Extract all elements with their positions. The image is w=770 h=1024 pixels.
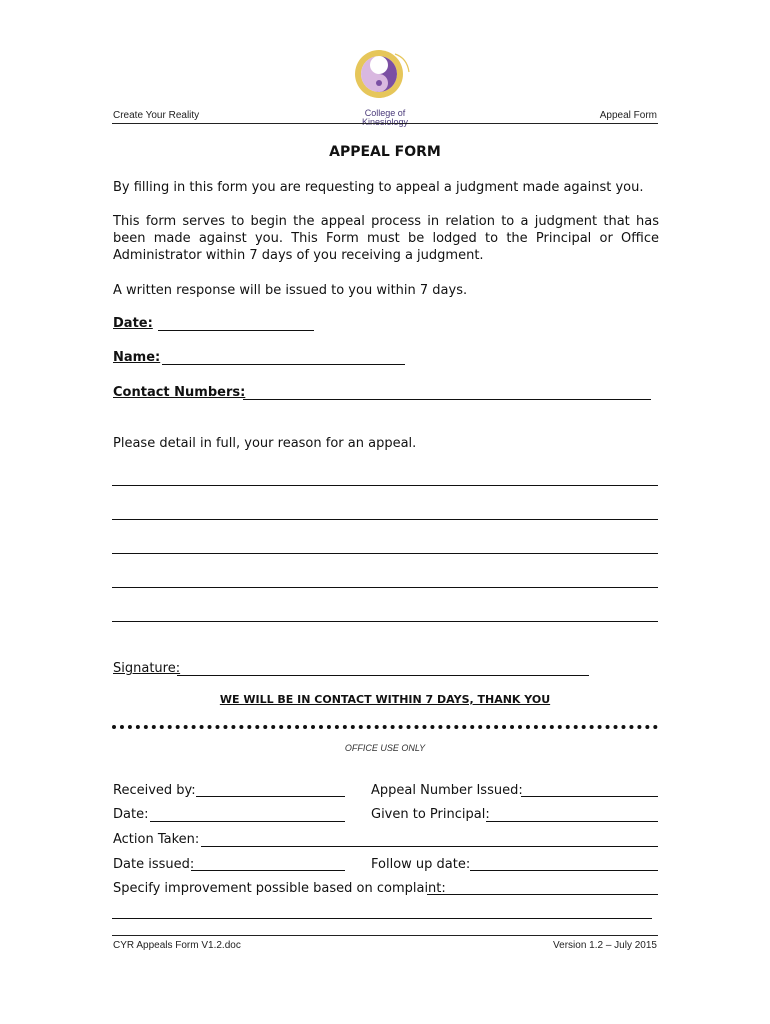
- header-left-text: Create Your Reality: [113, 110, 200, 121]
- appeal-number-label: Appeal Number Issued:: [371, 783, 523, 798]
- logo-line-2: Kinesiology: [361, 117, 409, 127]
- college-logo: [345, 44, 425, 127]
- reason-prompt: Please detail in full, your reason for an appeal.: [113, 436, 417, 451]
- contact-numbers-field[interactable]: [243, 399, 651, 400]
- reason-line[interactable]: [112, 519, 658, 520]
- contact-notice: WE WILL BE IN CONTACT WITHIN 7 DAYS, THANK YOU: [219, 693, 551, 706]
- improvement-label: Specify improvement possible based on complaint:: [113, 881, 446, 896]
- given-to-principal-field[interactable]: [486, 821, 658, 822]
- name-field[interactable]: [162, 364, 405, 365]
- improvement-field-line-2[interactable]: [112, 918, 652, 919]
- appeal-number-field[interactable]: [521, 796, 658, 797]
- footer-left-text: CYR Appeals Form V1.2.doc: [113, 940, 241, 951]
- header-rule: [112, 123, 658, 124]
- yin-yang-logo-icon: [345, 44, 425, 104]
- signature-label: Signature:: [113, 661, 181, 676]
- contact-numbers-label: Contact Numbers:: [113, 385, 246, 400]
- footer-rule: [112, 935, 658, 936]
- office-date-label: Date:: [113, 807, 149, 822]
- reason-line[interactable]: [112, 621, 658, 622]
- reason-line[interactable]: [112, 587, 658, 588]
- date-field[interactable]: [158, 330, 314, 331]
- received-by-field[interactable]: [196, 796, 345, 797]
- date-issued-field[interactable]: [191, 870, 345, 871]
- action-taken-field[interactable]: [201, 846, 658, 847]
- logo-line-1: College of: [364, 108, 406, 118]
- name-label: Name:: [113, 350, 161, 365]
- received-by-label: Received by:: [113, 783, 196, 798]
- office-use-heading: OFFICE USE ONLY: [344, 743, 426, 753]
- process-paragraph: This form serves to begin the appeal process in relation to a judgment that has been made against you. This Form must be lodged to the Principal or Office Administrator within 7 days of you receiving a judgment.: [113, 214, 659, 263]
- signature-field[interactable]: [177, 675, 589, 676]
- date-label: Date:: [113, 316, 153, 331]
- improvement-field[interactable]: [427, 894, 658, 895]
- reason-line[interactable]: [112, 553, 658, 554]
- footer-right-text: Version 1.2 – July 2015: [553, 940, 657, 951]
- reason-line[interactable]: [112, 485, 658, 486]
- follow-up-date-label: Follow up date:: [371, 857, 471, 872]
- given-to-principal-label: Given to Principal:: [371, 807, 490, 822]
- response-paragraph: A written response will be issued to you within 7 days.: [113, 283, 468, 298]
- date-issued-label: Date issued:: [113, 857, 195, 872]
- action-taken-label: Action Taken:: [113, 832, 200, 847]
- page-title: APPEAL FORM: [329, 144, 441, 160]
- intro-paragraph: By filling in this form you are requesting to appeal a judgment made against you.: [113, 180, 644, 195]
- divider-dotted: [112, 725, 658, 729]
- follow-up-date-field[interactable]: [470, 870, 658, 871]
- header-right-text: Appeal Form: [599, 110, 657, 121]
- office-date-field[interactable]: [150, 821, 345, 822]
